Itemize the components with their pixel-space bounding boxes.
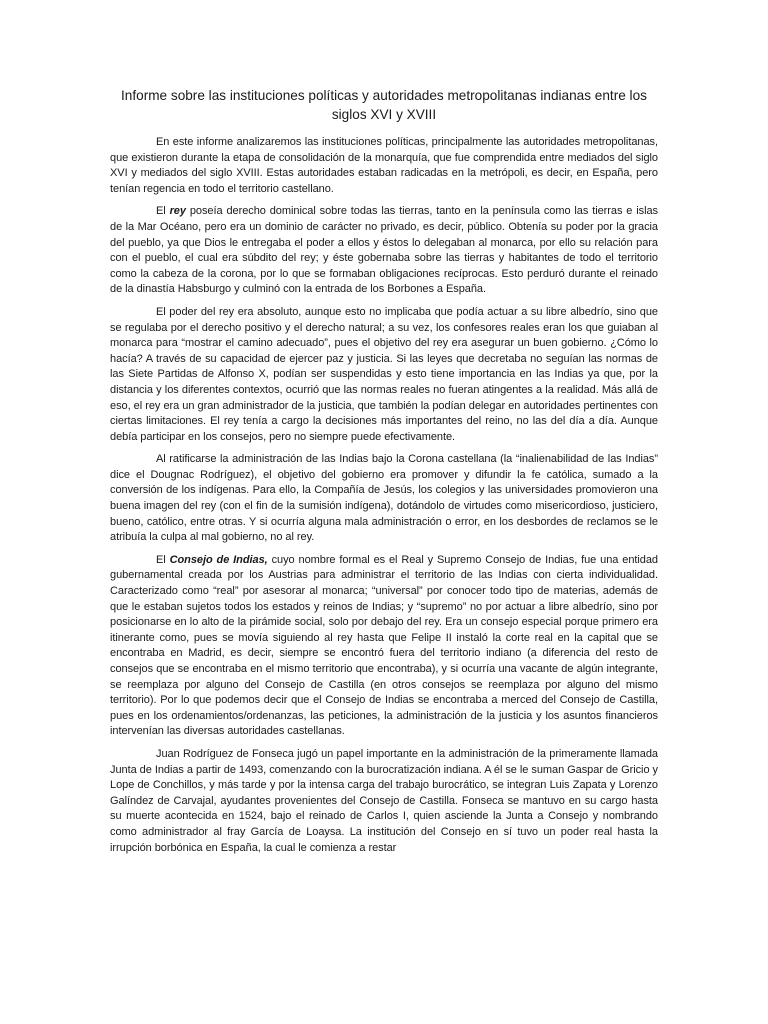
document-title: Informe sobre las instituciones políticas y autoridades metropolitanas indianas entre los siglos XVI y XVIII — [121, 88, 647, 122]
paragraph-text: poseía derecho dominical sobre todas las tierras, tanto en la península como las tierras e islas de la Mar Océano, pero era un dominio de carácter no privado, es decir, público. Obtenía su poder por la gracia del pueblo, ya que Dios le entregaba el poder a ellos y éstos lo delegaban al monarca, por ello su relación para con el pueblo, el cual era súbdito del rey; y éste gobernaba sobre las tierras y habitantes de todo el territorio como la cabeza de la corona, por lo que se formaban obligaciones recíprocas. Esto perduró durante el reinado de la dinastía Habsburgo y culminó con la entrada de los Borbones a España. — [110, 205, 659, 296]
paragraph-consejo-de-indias — [110, 553, 658, 740]
paragraph-text: Al ratificarse la administración de las Indias bajo la Corona castellana (la “inalienabilidad de las Indias” dice el Dougnac Rodríguez), el objetivo del gobierno era promover y difundir la fe católica, sumado a la conversión de los indígenas. Para ello, la Compañía de Jesús, los colegios y las universidades promovieron una buena imagen del rey (con el fin de la sumisión indígena), dotándolo de virtudes como misericordioso, justiciero, bueno, católico, entre otras. Y si ocurría alguna mala administración o error, en los desbordes de reclamos se le atribuía la culpa al mal gobierno, no al rey. — [110, 453, 658, 544]
paragraph-text: cuyo nombre formal es el Real y Supremo Consejo de Indias, fue una entidad gubernamental creada por los Austrias para administrar el territorio de las Indias con cierta individualidad. Caracterizado como “real” por asesorar al monarca; “universal” por conocer todo tipo de materias, además de que le estaban sujetos todos los estados y reinos de Indias; y “supremo” no por actuar a libre albedrío, sino por posicionarse en lo alto de la pirámide social, solo por debajo del rey. Era un consejo especial porque primero era itinerante como, pues se movía siguiendo al rey hasta que Felipe II instaló la corte real en la capital que se encontraba en Madrid, es decir, siempre se encontró fuera del territorio indiano (a diferencia del resto de consejos que se encontraba en el mismo territorio que encontraba), y si ocurría una vacante de algún integrante, se reemplaza por alguno del Consejo de Castilla (en otros consejos se reemplaza por alguno del mismo territorio). Por lo que podemos decir que el Consejo de Indias se encontraba a merced del Consejo de Castilla, pues en los ordenamientos/ordenanzas, las peticiones, la administración de la justicia y los asuntos financieros intervenían las diversas autoridades castellanas. — [110, 553, 658, 738]
paragraph-rey — [110, 204, 658, 298]
paragraph-text: El — [156, 553, 170, 566]
paragraph-fonseca — [110, 747, 658, 856]
paragraph-text: El — [156, 205, 170, 218]
paragraph-text: Juan Rodríguez de Fonseca jugó un papel importante en la administración de la primeramente llamada Junta de Indias a partir de 1493, comenzando con la burocratización indiana. A él se le suman Gaspar de Gricio y Lope de Conchillos, y más tarde y por la intensa carga del trabajo burocrático, se integran Luis Zapata y Lorenzo Galíndez de Carvajal, ayudantes provenientes del Consejo de Castilla. Fonseca se mantuvo en su cargo hasta su muerte acontecida en 1524, bajo el reinado de Carlos I, quien asciende la Junta a Consejo y nombrando como administrador al fray García de Loaysa. La institución del Consejo en sí tuvo un poder real hasta la irrupción borbónica en España, la cual le comienza a restar — [110, 747, 658, 854]
emphasis-term-consejo-de-indias: Consejo de Indias, — [169, 553, 268, 566]
paragraph-poder-del-rey — [110, 305, 658, 445]
paragraph-text: En este informe analizaremos las instituciones políticas, principalmente las autoridades metropolitanas, que existieron durante la etapa de consolidación de la monarquía, que fue comprendida entre mediados del siglo XVI y mediados del siglo XVIII. Estas autoridades estaban radicadas en la metrópoli, es decir, en España, pero tenían regencia en todo el territorio castellano. — [110, 136, 658, 195]
paragraph-intro — [110, 135, 658, 197]
emphasis-term-rey: rey — [169, 205, 186, 218]
paragraph-text: El poder del rey era absoluto, aunque esto no implicaba que podía actuar a su libre albedrío, sino que se regulaba por el derecho positivo y el derecho natural; a su vez, los confesores reales eran los que guiaban al monarca para “mostrar el camino adecuado”, pues el objetivo del rey era asegurar un buen gobierno. ¿Cómo lo hacía? A través de su capacidad de ejercer paz y justicia. Si las leyes que decretaba no seguían las normas de las Siete Partidas de Alfonso X, podían ser suspendidas y esto tiene importancia en las Indias ya que, por la distancia y los diferentes contextos, ocurrió que las normas reales no fueran atingentes a la realidad. Más allá de eso, el rey era un gran administrador de la justicia, que también la podían delegar en autoridades pertinentes con ciertas limitaciones. El rey tenía a cargo la decisiones más importantes del reino, no las del día a día. Aunque debía participar en los consejos, pero no siempre puede efectivamente. — [110, 305, 658, 443]
paragraph-administracion-indias — [110, 452, 658, 546]
